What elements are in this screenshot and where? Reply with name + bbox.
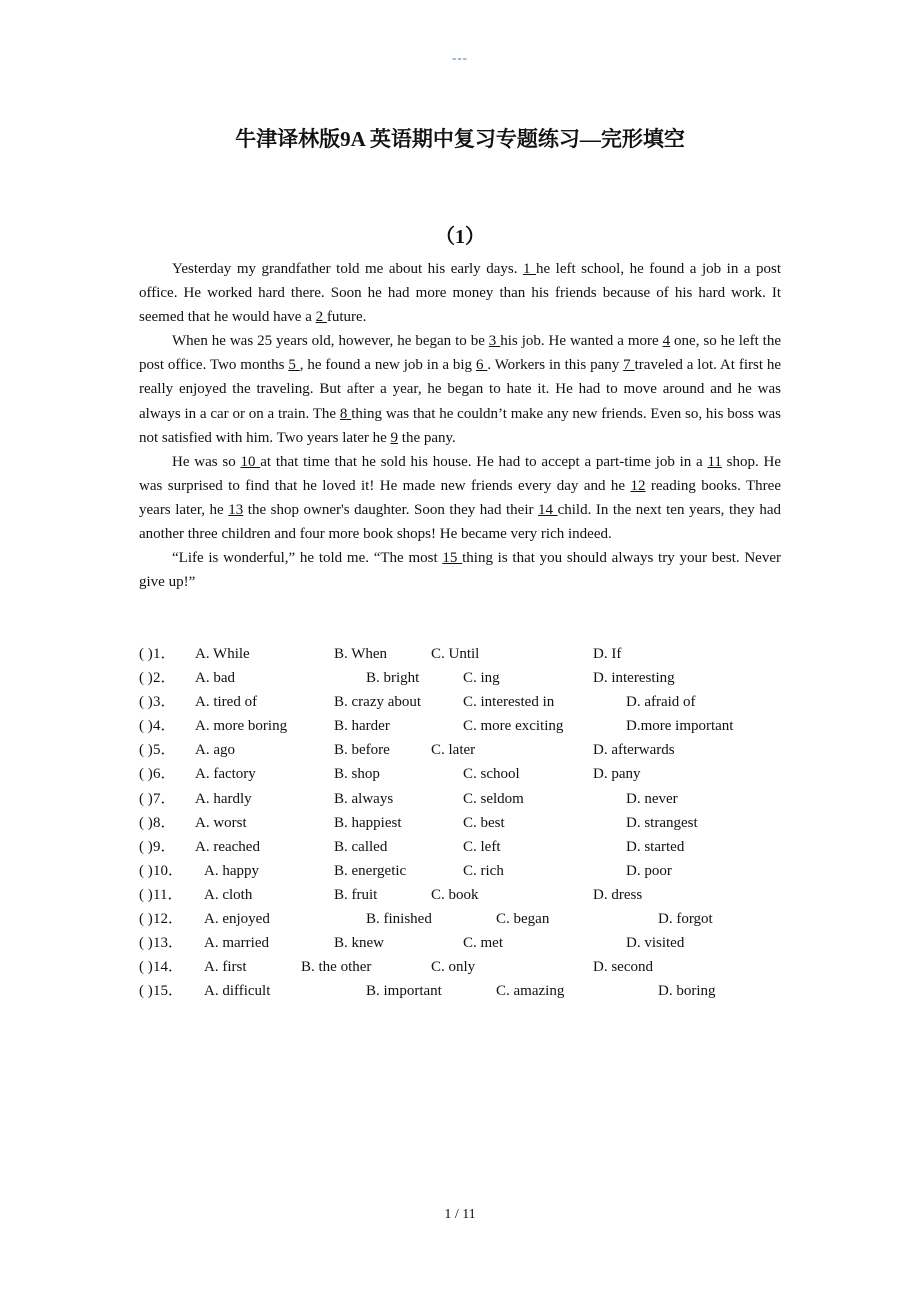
option-a: A. enjoyed — [204, 911, 270, 928]
question-list — [139, 642, 781, 1003]
option-a: A. hardly — [195, 790, 252, 807]
passage-text: the shop owner's daughter. Soon they had their — [243, 501, 539, 518]
question-row — [139, 787, 781, 811]
blank-6: 6 — [475, 357, 488, 374]
option-b: B. crazy about — [334, 694, 422, 711]
passage-text: “Life is wonderful,” he told me. “The most — [172, 550, 443, 567]
blank-13: 13 — [228, 501, 244, 518]
blank-3: 3 — [488, 333, 501, 350]
answer-paren: ( ) — [139, 646, 153, 662]
question-row — [139, 883, 781, 907]
option-c: C. school — [463, 766, 520, 783]
option-d: D. strangest — [626, 814, 698, 831]
option-c: C. amazing — [496, 983, 565, 1000]
option-c: C. seldom — [463, 790, 524, 807]
passage-text: , he found a new job in a big — [299, 357, 476, 374]
blank-9: 9 — [390, 429, 399, 446]
passage-text: reading books. Three years later, he — [139, 477, 781, 518]
option-b: B. important — [366, 983, 442, 1000]
blank-2: 2 — [315, 309, 327, 326]
question-number: 1． — [153, 646, 176, 662]
option-b: B. the other — [301, 959, 372, 976]
answer-paren: ( ) — [139, 862, 153, 879]
question-number: 8． — [153, 814, 176, 831]
option-a: A. worst — [195, 814, 247, 831]
blank-14: 14 — [538, 501, 558, 518]
option-d: D.more important — [626, 718, 734, 735]
question-number: 3． — [153, 694, 176, 711]
question-number: 11． — [153, 886, 183, 903]
option-b: B. energetic — [334, 862, 407, 879]
question-row — [139, 738, 781, 762]
option-c: C. ing — [463, 670, 500, 687]
answer-paren: ( ) — [139, 911, 153, 928]
answer-paren: ( ) — [139, 694, 153, 711]
blank-15: 15 — [442, 550, 463, 567]
passage-text: his job. He wanted a more — [500, 333, 663, 350]
answer-paren: ( ) — [139, 790, 153, 807]
option-c: C. later — [431, 742, 476, 759]
question-row — [139, 762, 781, 786]
header-mark: --- — [452, 50, 468, 65]
option-b: B. shop — [334, 766, 380, 783]
answer-paren: ( ) — [139, 935, 153, 952]
option-a: A. While — [195, 646, 250, 662]
option-c: C. only — [431, 959, 476, 976]
option-d: D. pany — [593, 766, 641, 783]
passage — [139, 257, 781, 594]
option-b: B. fruit — [334, 886, 378, 903]
blank-7: 7 — [623, 357, 635, 374]
option-b: B. When — [334, 646, 388, 662]
answer-paren: ( ) — [139, 959, 153, 976]
option-d: D. interesting — [593, 670, 675, 687]
passage-text: thing was that he couldn’t make any new friends. Even so, his boss was not satisfied with him. Two years later he — [139, 405, 781, 446]
passage-text: shop. He was surprised to find that he loved it! He made new friends every day and he — [139, 453, 782, 494]
option-d: D. boring — [658, 983, 716, 1000]
question-number: 9． — [153, 838, 176, 855]
question-row — [139, 979, 781, 1003]
question-number: 14． — [153, 959, 184, 976]
question-row — [139, 931, 781, 955]
answer-paren: ( ) — [139, 766, 153, 783]
question-row — [139, 955, 781, 979]
option-c: C. met — [463, 935, 503, 952]
option-d: D. visited — [626, 935, 685, 952]
option-d: D. never — [626, 790, 678, 807]
question-row — [139, 714, 781, 738]
passage-paragraph-3 — [139, 450, 781, 546]
answer-paren: ( ) — [139, 670, 153, 687]
question-number: 7． — [153, 790, 176, 807]
passage-text: one, so he left the post office. Two months — [139, 333, 782, 374]
passage-paragraph-2 — [139, 329, 781, 449]
page-title: 牛津译林版9A 英语期中复习专题练习—完形填空 — [235, 127, 685, 151]
answer-paren: ( ) — [139, 814, 153, 831]
passage-text: future. — [326, 309, 367, 326]
question-number: 2． — [153, 670, 176, 687]
option-a: A. more boring — [195, 718, 288, 735]
option-d: D. afraid of — [626, 694, 696, 711]
passage-paragraph-4 — [139, 546, 781, 594]
blank-1: 1 — [522, 261, 536, 277]
answer-paren: ( ) — [139, 838, 153, 855]
option-b: B. finished — [366, 911, 432, 928]
passage-text: child. In the next ten years, they had another three children and four more book shops! He became very rich indeed. — [139, 501, 781, 543]
passage-text: Yesterday my grandfather told me about his early days. — [172, 261, 523, 277]
option-a: A. difficult — [204, 983, 271, 1000]
blank-8: 8 — [339, 405, 352, 422]
blank-4: 4 — [662, 333, 671, 350]
option-a: A. bad — [195, 670, 235, 687]
question-row — [139, 811, 781, 835]
passage-text: When he was 25 years old, however, he began to be — [172, 333, 489, 350]
question-row — [139, 690, 781, 714]
answer-paren: ( ) — [139, 886, 153, 903]
passage-text: he left school, he found a job in a post office. He worked hard there. Soon he had more money than his friends because of his hard work. It seemed that he would have a — [139, 261, 782, 326]
passage-paragraph-1 — [139, 257, 781, 329]
option-c: C. left — [463, 838, 501, 855]
option-b: B. bright — [366, 670, 420, 687]
option-d: D. dress — [593, 886, 643, 903]
question-number: 4． — [153, 718, 176, 735]
option-b: B. before — [334, 742, 390, 759]
question-number: 6． — [153, 766, 176, 783]
option-b: B. always — [334, 790, 394, 807]
option-b: B. called — [334, 838, 388, 855]
section-heading: （1） — [435, 226, 485, 248]
blank-5: 5 — [288, 357, 300, 374]
option-a: A. married — [204, 935, 269, 952]
option-c: C. rich — [463, 862, 504, 879]
blank-10: 10 — [240, 453, 261, 470]
option-d: D. forgot — [658, 911, 713, 928]
option-a: A. factory — [195, 766, 256, 783]
option-a: A. tired of — [195, 694, 258, 711]
option-b: B. happiest — [334, 814, 402, 831]
answer-paren: ( ) — [139, 742, 153, 759]
option-a: A. ago — [195, 742, 235, 759]
option-c: C. interested in — [463, 694, 555, 711]
question-row — [139, 835, 781, 859]
option-c: C. best — [463, 814, 505, 831]
answer-paren: ( ) — [139, 718, 153, 735]
option-d: D. started — [626, 838, 685, 855]
option-b: B. knew — [334, 935, 384, 952]
option-d: D. poor — [626, 862, 672, 879]
question-number: 12． — [153, 911, 184, 928]
option-a: A. cloth — [204, 886, 253, 903]
passage-text: He was so — [172, 453, 241, 470]
page-number: 1 / 11 — [444, 1207, 476, 1222]
question-row — [139, 666, 781, 690]
blank-12: 12 — [630, 477, 646, 494]
blank-11: 11 — [707, 453, 722, 470]
option-a: A. first — [204, 959, 247, 976]
option-d: D. afterwards — [593, 742, 675, 759]
option-c: C. Until — [431, 646, 480, 662]
option-c: C. more exciting — [463, 718, 564, 735]
passage-text: . Workers in this pany — [487, 357, 624, 374]
question-number: 5． — [153, 742, 176, 759]
question-number: 15． — [153, 983, 184, 1000]
question-row — [139, 642, 781, 666]
option-a: A. happy — [204, 862, 259, 879]
option-b: B. harder — [334, 718, 390, 735]
passage-text: the pany. — [398, 429, 456, 446]
question-number: 13． — [153, 935, 184, 952]
passage-text: thing is that you should always try your best. Never give up!” — [139, 550, 781, 591]
option-d: D. If — [593, 646, 622, 662]
option-d: D. second — [593, 959, 653, 976]
option-a: A. reached — [195, 838, 260, 855]
answer-paren: ( ) — [139, 983, 153, 1000]
question-row — [139, 859, 781, 883]
question-number: 10． — [153, 862, 184, 879]
passage-text: traveled a lot. At first he really enjoyed the traveling. But after a year, he began to hate it. He had to move around and he was always in a car or on a train. The — [139, 357, 782, 422]
question-row — [139, 907, 781, 931]
option-c: C. began — [496, 911, 550, 928]
option-c: C. book — [431, 886, 479, 903]
passage-text: at that time that he sold his house. He had to accept a part-time job in a — [260, 453, 708, 470]
